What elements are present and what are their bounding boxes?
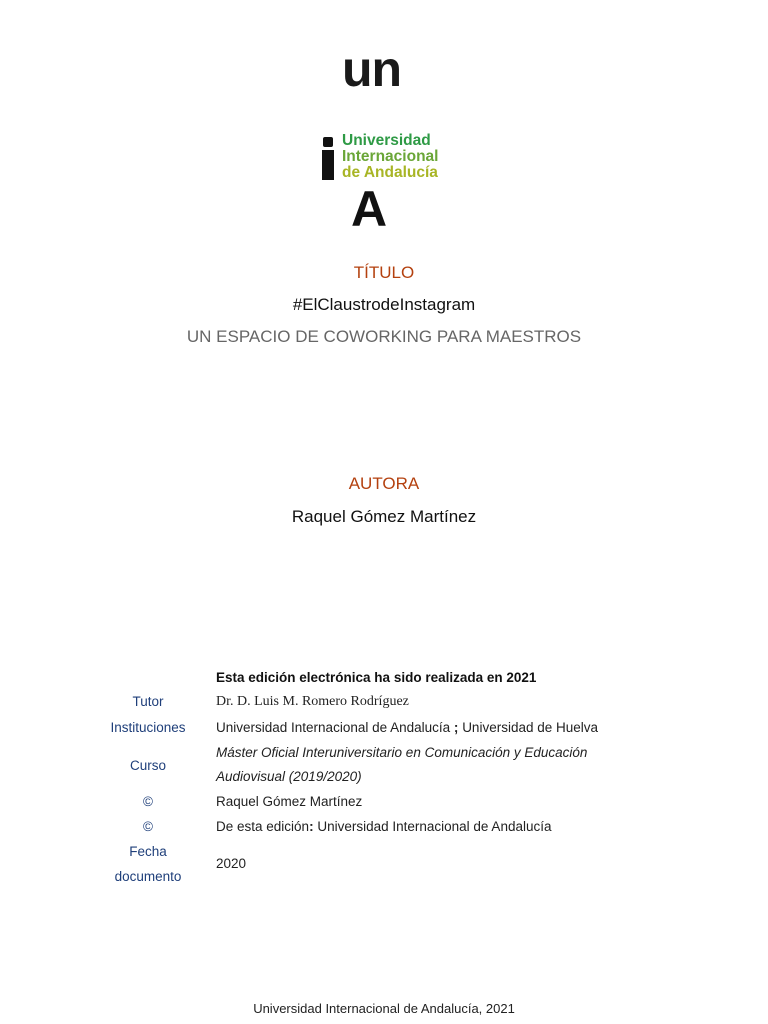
tutor-label: Tutor xyxy=(132,694,164,709)
date-label-line-1: Fecha xyxy=(129,844,167,859)
edition-note: Esta edición electrónica ha sido realizada en 2021 xyxy=(216,670,537,685)
logo-letter-a: A xyxy=(351,181,388,237)
copyright-icon: © xyxy=(143,794,153,809)
copyright-2-colon: : xyxy=(309,819,314,834)
university-logo xyxy=(318,41,458,237)
logo-line-2: Internacional xyxy=(342,148,439,165)
copyright-icon: © xyxy=(143,819,153,834)
course-value-line-1: Máster Oficial Interuniversitario en Comunicación y Educación xyxy=(216,745,588,760)
logo-un-text: un xyxy=(342,41,402,97)
logo-line-1: Universidad xyxy=(342,132,431,149)
tutor-value: Dr. D. Luis M. Romero Rodríguez xyxy=(216,694,409,709)
logo-i-dot xyxy=(323,137,333,147)
copyright-2-value xyxy=(216,819,551,834)
author-name: Raquel Gómez Martínez xyxy=(291,507,477,526)
course-value-line-2: Audiovisual (2019/2020) xyxy=(216,769,362,784)
course-label: Curso xyxy=(129,758,166,773)
institution-separator: ; xyxy=(453,720,459,735)
author-heading: AUTORA xyxy=(348,474,420,493)
page-footer: Universidad Internacional de Andalucía, 2021 xyxy=(253,1001,515,1016)
date-value: 2020 xyxy=(216,856,247,871)
institutions-label: Instituciones xyxy=(110,720,186,735)
logo-i-stem xyxy=(322,150,334,180)
copyright-1-value: Raquel Gómez Martínez xyxy=(216,794,363,809)
title-heading: TÍTULO xyxy=(353,263,415,282)
institution-2: Universidad de Huelva xyxy=(462,720,599,735)
logo-line-3: de Andalucía xyxy=(342,164,438,181)
date-label-line-2: documento xyxy=(114,869,182,884)
institutions-value xyxy=(216,720,598,735)
copyright-2-prefix: De esta edición xyxy=(216,819,310,834)
document-title: #ElClaustrodeInstagram xyxy=(292,295,476,314)
document-subtitle: UN ESPACIO DE COWORKING PARA MAESTROS xyxy=(186,327,582,346)
institution-1: Universidad Internacional de Andalucía xyxy=(216,720,451,735)
copyright-2-holder: Universidad Internacional de Andalucía xyxy=(317,819,552,834)
